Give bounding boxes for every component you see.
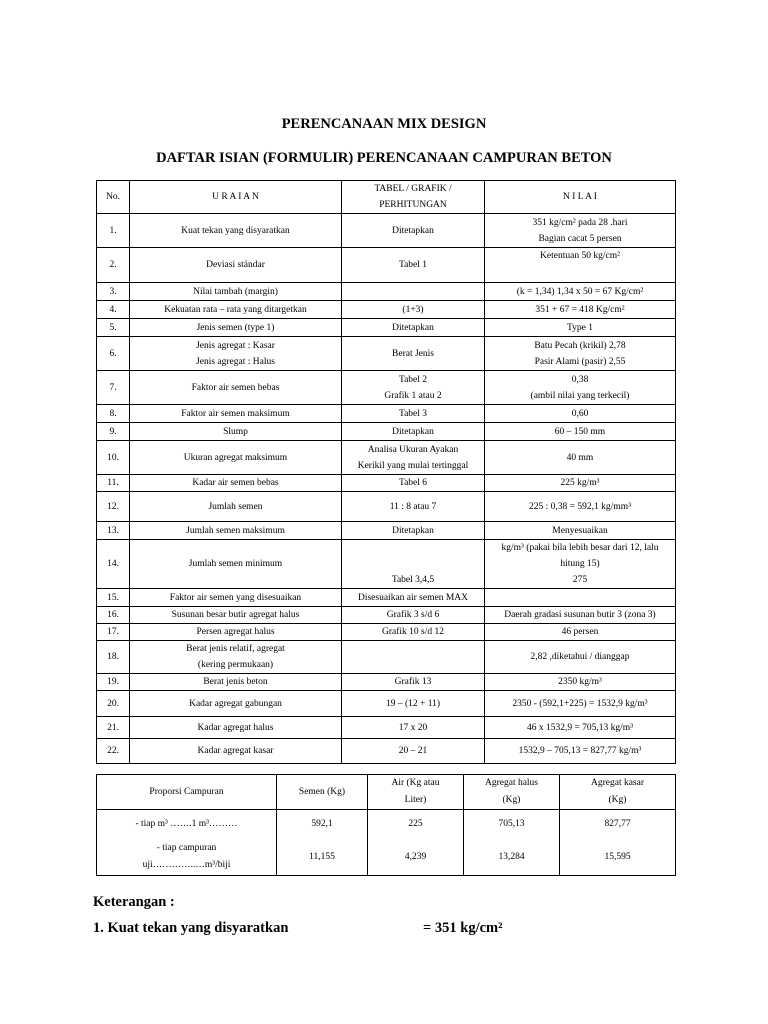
cell-nilai: [485, 475, 676, 492]
header-line: Air (Kg atau: [391, 778, 440, 788]
cell-tabel-line: 11 : 8 atau 7: [389, 501, 437, 512]
mix-design-table: [96, 180, 676, 764]
cell-uraian-line: Kadar air semen bebas: [192, 478, 279, 488]
cell-tabel: [342, 522, 485, 540]
cell-uraian: [130, 492, 342, 522]
table-row: [97, 214, 676, 248]
cell-tabel-line: 17 x 20: [398, 722, 428, 733]
cell-uraian-line: Faktor air semen yang disesuaikan: [169, 592, 302, 603]
cell-tabel-line: Grafik 13: [394, 677, 432, 687]
cell-nilai-line: Ketentuan 50 kg/cm²: [540, 251, 620, 261]
cell-nilai-line: (k = 1,34) 1,34 x 50 = 67 Kg/cm²: [516, 286, 644, 297]
cell-tabel: [342, 301, 485, 319]
cell-tabel: [342, 371, 485, 405]
table-row: [97, 540, 676, 589]
cell-nilai: [485, 540, 676, 589]
table-row: [97, 371, 676, 405]
cell-no: 6.: [97, 337, 130, 371]
cell-uraian: [130, 248, 342, 283]
cell-nilai-line: Menyesuaikan: [552, 525, 608, 536]
cell-tabel: [342, 319, 485, 337]
cell-nilai: [485, 248, 676, 283]
cell-tabel: [342, 589, 485, 607]
proporsi-row-label: - tiap m³ …….1 m³………: [97, 810, 277, 840]
table-row: [97, 405, 676, 423]
table-row: [97, 337, 676, 371]
cell-uraian-line: Kadar agregat gabungan: [189, 698, 282, 709]
cell-tabel: [342, 337, 485, 371]
cell-uraian-line: Jenis agregat : Kasar: [196, 340, 275, 351]
cell-tabel-line: Tabel 2: [398, 374, 428, 385]
cell-nilai-line: 46 persen: [561, 627, 599, 637]
table-row: [97, 739, 676, 764]
cell-nilai-line: (ambil nilai yang terkecil): [530, 390, 630, 401]
cell-no: 12.: [97, 492, 130, 522]
cell-nilai: [485, 691, 676, 717]
cell-no: 10.: [97, 441, 130, 475]
proporsi-header-halus: [464, 775, 560, 810]
cell-no: 22.: [97, 739, 130, 764]
cell-nilai: [485, 522, 676, 540]
proporsi-semen: 11,155: [277, 840, 368, 876]
cell-no: 2.: [97, 248, 130, 283]
cell-nilai-line: 2350 - (592,1+225) = 1532,9 kg/m³: [512, 698, 648, 709]
proporsi-kasar: 15,595: [604, 851, 631, 862]
cell-nilai: [485, 423, 676, 441]
cell-nilai: [485, 739, 676, 764]
proporsi-label-line: uji…………..…m³/biji: [142, 860, 231, 871]
cell-nilai: [485, 717, 676, 739]
cell-no: 15.: [97, 589, 130, 607]
cell-uraian-line: Jenis agregat : Halus: [196, 356, 275, 367]
cell-tabel-line: Ditetapkan: [392, 426, 434, 437]
table-row: [97, 674, 676, 691]
cell-uraian: [130, 319, 342, 337]
cell-uraian-line: Berat jenis relatif, agregat: [186, 644, 285, 654]
cell-nilai-line: Batu Pecah (krikil) 2,78: [534, 340, 626, 351]
header-line: (Kg): [502, 795, 521, 805]
cell-tabel: [342, 492, 485, 522]
table-row: [97, 492, 676, 522]
header-tabel-line: TABEL / GRAFIK /: [374, 184, 452, 194]
cell-tabel: [342, 214, 485, 248]
table-row: [97, 319, 676, 337]
proporsi-row-label: [97, 840, 277, 876]
cell-tabel: [342, 691, 485, 717]
cell-tabel-line: Grafik 10 s/d 12: [381, 627, 444, 637]
proporsi-header-air: [368, 775, 464, 810]
keterangan-heading: Keterangan :: [93, 894, 175, 910]
cell-nilai-line: 0,38: [571, 374, 589, 385]
cell-nilai-line: 40 mm: [566, 452, 594, 463]
cell-tabel-line: Tabel 3: [398, 408, 428, 419]
cell-no: 21.: [97, 717, 130, 739]
table-row: [97, 624, 676, 641]
proporsi-halus: 705,13: [464, 810, 560, 840]
table-row: [97, 441, 676, 475]
cell-no: 17.: [97, 624, 130, 641]
cell-tabel-line: Tabel 1: [398, 260, 428, 270]
cell-nilai: [485, 301, 676, 319]
cell-nilai: [485, 337, 676, 371]
cell-no: 9.: [97, 423, 130, 441]
cell-no: 3.: [97, 283, 130, 301]
cell-tabel-line: Tabel 6: [398, 478, 428, 488]
cell-nilai-line: 1532,9 – 705,13 = 827,77 kg/m³: [518, 746, 642, 756]
cell-nilai: [485, 214, 676, 248]
proporsi-row: [97, 810, 676, 840]
cell-nilai: [485, 492, 676, 522]
cell-no: 19.: [97, 674, 130, 691]
cell-nilai-line: Type 1: [567, 322, 593, 333]
cell-uraian: [130, 441, 342, 475]
header-nilai: N I L A I: [485, 181, 676, 214]
table-body: [97, 214, 676, 764]
cell-tabel: [342, 248, 485, 283]
cell-uraian-line: Jumlah semen minimum: [188, 559, 283, 569]
table-row: [97, 475, 676, 492]
cell-nilai-line: Daerah gradasi susunan butir 3 (zona 3): [504, 610, 656, 620]
table-row: [97, 423, 676, 441]
table-row: [97, 717, 676, 739]
cell-uraian: [130, 624, 342, 641]
cell-nilai: [485, 641, 676, 674]
cell-uraian: [130, 691, 342, 717]
proporsi-semen: 592,1: [277, 810, 368, 840]
table-row: [97, 641, 676, 674]
cell-uraian-line: Slump: [223, 426, 248, 437]
cell-tabel: [342, 441, 485, 475]
table-row: [97, 248, 676, 283]
cell-no: 7.: [97, 371, 130, 405]
proporsi-kasar: 827,77: [604, 819, 631, 830]
cell-nilai-line: 225 : 0,38 = 592,1 kg/mm³: [529, 501, 631, 512]
keterangan-item-value: = 351 kg/cm²: [423, 920, 503, 936]
cell-tabel: [342, 475, 485, 492]
cell-nilai: [485, 674, 676, 691]
cell-uraian-line: Ukuran agregat maksimum: [183, 452, 288, 463]
cell-uraian-line: Faktor air semen maksimum: [181, 408, 290, 419]
proporsi-air: 4,239: [368, 840, 464, 876]
cell-tabel-line: Berat Jenis: [392, 348, 434, 359]
cell-nilai-line: kg/m³ (pakai bila lebih besar dari 12, lalu: [501, 543, 659, 553]
cell-tabel: [342, 283, 485, 301]
header-no: No.: [97, 181, 130, 214]
cell-nilai: [485, 319, 676, 337]
cell-nilai: [485, 624, 676, 641]
cell-nilai: [485, 405, 676, 423]
cell-nilai-line: 225 kg/m³: [560, 478, 600, 488]
cell-nilai: [485, 371, 676, 405]
table-row: [97, 607, 676, 624]
cell-tabel-line: Ditetapkan: [392, 525, 434, 536]
cell-uraian: [130, 522, 342, 540]
cell-no: 14.: [97, 540, 130, 589]
cell-uraian: [130, 371, 342, 405]
cell-uraian: [130, 607, 342, 624]
cell-nilai-line: 60 – 150 mm: [554, 426, 606, 437]
cell-uraian-line: Jumlah semen: [208, 501, 263, 512]
proporsi-header-semen: Semen (Kg): [277, 775, 368, 810]
cell-tabel-line: Grafik 1 atau 2: [384, 390, 442, 401]
cell-uraian-line: Jumlah semen maksimum: [186, 525, 285, 536]
cell-uraian: [130, 283, 342, 301]
header-line: Liter): [404, 795, 427, 805]
cell-uraian-line: Faktor air semen bebas: [191, 382, 280, 393]
table-row: [97, 589, 676, 607]
proporsi-label-line: - tiap campuran: [156, 843, 217, 854]
cell-nilai-line: 2350 kg/m³: [558, 677, 602, 687]
cell-nilai-line: 275: [572, 575, 588, 585]
cell-tabel: [342, 739, 485, 764]
header-line: (Kg): [608, 795, 627, 805]
cell-tabel-line: Ditetapkan: [392, 225, 434, 236]
cell-uraian: [130, 405, 342, 423]
proporsi-halus: 13,284: [464, 840, 560, 876]
cell-tabel-line: 20 – 21: [398, 746, 428, 756]
table-row: [97, 522, 676, 540]
cell-nilai-line: Bagian cacat 5 persen: [538, 233, 622, 244]
cell-tabel: [342, 717, 485, 739]
cell-tabel: [342, 674, 485, 691]
cell-uraian: [130, 475, 342, 492]
header-tabel-line: PERHITUNGAN: [379, 200, 447, 210]
cell-nilai-line: 2,82 ,diketahui / dianggap: [530, 652, 630, 662]
cell-no: 1.: [97, 214, 130, 248]
cell-uraian: [130, 423, 342, 441]
header-line: Agregat halus: [484, 778, 539, 788]
header-line: Agregat kasar: [590, 778, 644, 788]
cell-tabel-line: Kerikil yang mulai tertinggal: [357, 460, 469, 471]
cell-uraian: [130, 641, 342, 674]
cell-nilai: [485, 441, 676, 475]
cell-nilai-line: 351 kg/cm² pada 28 .hari: [532, 217, 628, 228]
proporsi-header-row: [97, 775, 676, 810]
cell-no: 5.: [97, 319, 130, 337]
cell-nilai-line: 351 + 67 = 418 Kg/cm²: [535, 304, 625, 315]
cell-nilai: [485, 283, 676, 301]
cell-uraian-line: Kekuatan rata – rata yang ditargetkan: [164, 304, 307, 315]
cell-uraian: [130, 214, 342, 248]
proporsi-header-kasar: [560, 775, 676, 810]
cell-nilai: [485, 607, 676, 624]
cell-tabel: [342, 607, 485, 624]
cell-nilai: [485, 589, 676, 607]
table-row: [97, 691, 676, 717]
cell-uraian-line: Kadar agregat kasar: [197, 746, 274, 756]
cell-uraian-line: Persen agregat halus: [196, 627, 275, 637]
cell-uraian: [130, 739, 342, 764]
cell-uraian: [130, 337, 342, 371]
cell-no: 8.: [97, 405, 130, 423]
cell-tabel: [342, 641, 485, 674]
cell-uraian-line: Kadar agregat halus: [197, 722, 274, 733]
cell-uraian-line: Deviasi stándar: [206, 260, 265, 270]
cell-tabel-line: 19 – (12 + 11): [385, 698, 441, 709]
cell-uraian: [130, 717, 342, 739]
cell-tabel-line: Grafik 3 s/d 6: [386, 610, 440, 620]
header-tabel: [342, 181, 485, 214]
cell-tabel-line: Analisa Ukuran Ayakan: [367, 444, 459, 455]
document-title: PERENCANAAN MIX DESIGN: [281, 116, 487, 132]
cell-nilai-line: 46 x 1532,9 = 705,13 kg/m³: [526, 722, 634, 733]
cell-nilai-line: Pasir Alami (pasir) 2,55: [534, 356, 626, 367]
cell-no: 16.: [97, 607, 130, 624]
cell-uraian-line: Berat jenis beton: [203, 677, 268, 687]
cell-tabel-line: Tabel 3,4,5: [391, 575, 435, 585]
cell-no: 20.: [97, 691, 130, 717]
cell-nilai-line: hitung 15): [560, 559, 600, 569]
cell-uraian-line: Susunan besar butir agregat halus: [171, 610, 300, 620]
proporsi-header-label: Proporsi Campuran: [97, 775, 277, 810]
cell-uraian: [130, 674, 342, 691]
cell-uraian-line: (kering permukaan): [197, 660, 274, 670]
keterangan-item-label: 1. Kuat tekan yang disyaratkan: [93, 920, 289, 936]
cell-tabel: [342, 423, 485, 441]
cell-uraian-line: Nilai tambah (margin): [193, 286, 278, 297]
proporsi-air: 225: [368, 810, 464, 840]
cell-tabel-line: Disesuaikan air semen MAX: [357, 592, 468, 603]
cell-uraian: [130, 589, 342, 607]
cell-tabel-line: (1+3): [402, 304, 424, 315]
table-row: [97, 301, 676, 319]
table-row: [97, 283, 676, 301]
cell-no: 4.: [97, 301, 130, 319]
cell-no: 11.: [97, 475, 130, 492]
table-header-row: [97, 181, 676, 214]
cell-tabel: [342, 624, 485, 641]
header-uraian: U R A I A N: [130, 181, 342, 214]
cell-tabel: [342, 540, 485, 589]
cell-uraian-line: Kuat tekan yang disyaratkan: [181, 225, 290, 236]
cell-tabel: [342, 405, 485, 423]
document-subtitle: DAFTAR ISIAN (FORMULIR) PERENCANAAN CAMPURAN BETON: [156, 150, 612, 166]
proporsi-row: [97, 840, 676, 876]
cell-uraian-line: Jenis semen (type 1): [196, 322, 275, 333]
cell-uraian: [130, 301, 342, 319]
cell-tabel-line: Ditetapkan: [392, 322, 434, 333]
cell-no: 13.: [97, 522, 130, 540]
proporsi-table: [96, 774, 676, 876]
cell-uraian: [130, 540, 342, 589]
cell-no: 18.: [97, 641, 130, 674]
cell-nilai-line: 0,60: [571, 408, 589, 419]
